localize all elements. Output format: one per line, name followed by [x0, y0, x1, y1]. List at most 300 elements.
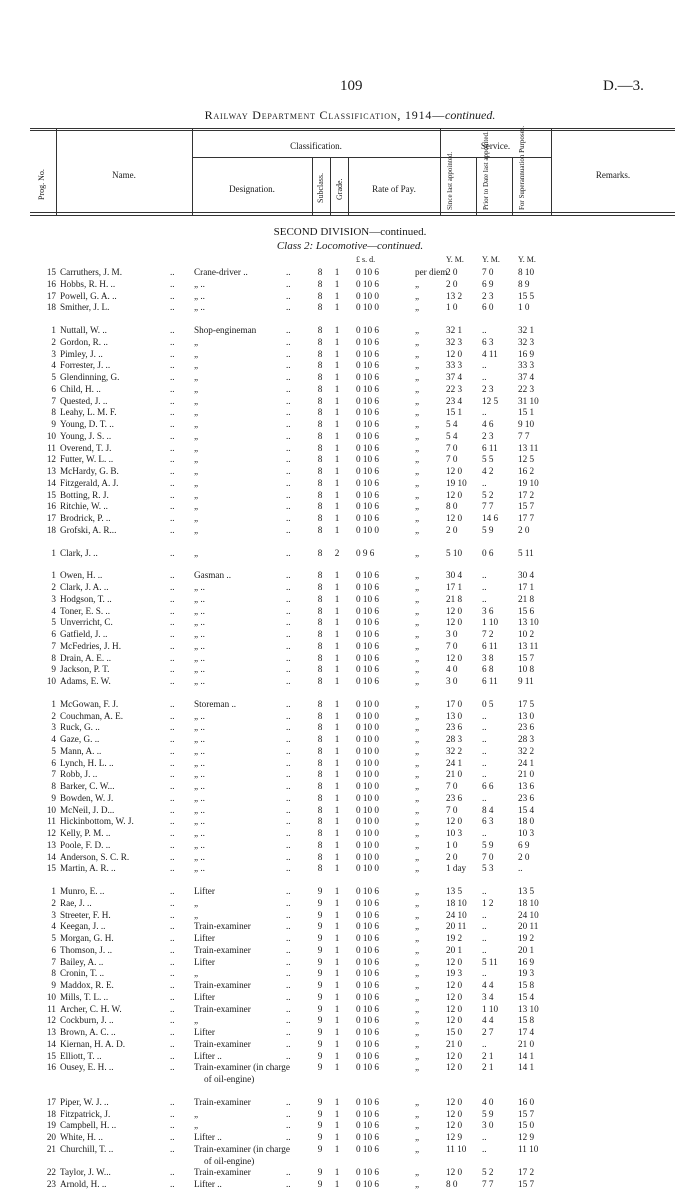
cell-grade: 1	[334, 1108, 340, 1119]
table-row	[0, 698, 700, 710]
cell-since-last: 12 0	[446, 1050, 463, 1061]
cell-leader: ..	[170, 804, 175, 815]
cell-rate-of-pay: 0 10 0	[356, 839, 379, 850]
cell-super-service: 23 6	[518, 722, 535, 733]
cell-designation: „ ..	[194, 816, 205, 827]
cell-super-service: 15 6	[518, 605, 535, 616]
cell-since-last: 20 1	[446, 944, 463, 955]
table-row	[0, 1026, 700, 1038]
cell-rate-of-pay: 0 10 0	[356, 828, 379, 838]
cell-designation: Lifter	[194, 956, 215, 967]
table-row	[0, 675, 700, 687]
cell-name: Archer, C. H. W.	[60, 1003, 122, 1014]
cell-leader: ..	[170, 968, 175, 979]
cell-subclass: 9	[317, 1027, 323, 1037]
cell-subclass: 8	[317, 593, 323, 604]
cell-subclass: 8	[317, 676, 323, 686]
cell-name: Drain, A. E. ..	[60, 652, 112, 663]
cell-leader: ..	[286, 1132, 291, 1142]
cell-prior-service: 12 5	[482, 395, 499, 406]
cell-designation: „ ..	[194, 769, 205, 780]
cell-leader: ..	[170, 944, 175, 955]
cell-prog-no: 3	[51, 722, 56, 733]
cell-name: Poole, F. D. ..	[60, 839, 111, 850]
cell-grade: 1	[334, 792, 340, 803]
cell-leader: ..	[170, 1132, 175, 1142]
cell-rate-of-pay: 0 10 6	[356, 325, 379, 335]
cell-pay-period: „	[415, 336, 420, 347]
cell-designation: „	[194, 372, 199, 382]
cell-leader: ..	[286, 267, 291, 277]
cell-super-service: 15 4	[518, 991, 535, 1002]
cell-since-last: 21 8	[446, 593, 463, 604]
cell-prior-service: ..	[482, 593, 487, 604]
cell-grade: 1	[334, 1038, 340, 1049]
cell-since-last: 12 0	[446, 348, 463, 359]
cell-super-service: 15 7	[518, 652, 535, 663]
cell-subclass: 8	[317, 629, 323, 639]
cell-prior-service: ..	[482, 968, 487, 979]
cell-prog-no: 4	[51, 734, 56, 744]
cell-pay-period: „	[415, 454, 420, 465]
cell-rate-of-pay: 0 10 6	[356, 1038, 379, 1049]
cell-designation: „ ..	[194, 664, 205, 675]
cell-leader: ..	[286, 605, 291, 616]
cell-subclass: 8	[317, 734, 323, 744]
cell-leader: ..	[286, 851, 291, 862]
cell-pay-period: „	[415, 629, 420, 639]
cell-leader: ..	[286, 407, 291, 418]
cell-prior-service: ..	[482, 722, 487, 733]
cell-rate-of-pay: 0 10 6	[356, 336, 379, 347]
cell-leader: ..	[286, 757, 291, 768]
cell-leader: ..	[286, 466, 291, 476]
cell-subclass: 8	[317, 302, 323, 313]
cell-prog-no: 13	[46, 466, 56, 476]
cell-name: Gordon, R. ..	[60, 336, 108, 347]
cell-super-service: 14 1	[518, 1062, 535, 1073]
cell-leader: ..	[170, 839, 175, 850]
cell-since-last: 2 0	[446, 278, 458, 289]
cell-leader: ..	[286, 629, 291, 639]
cell-name: Brown, A. C. ..	[60, 1027, 116, 1037]
cell-since-last: 12 0	[446, 1015, 463, 1026]
cell-name: Barker, C. W...	[60, 781, 115, 791]
cell-subclass: 8	[317, 336, 323, 347]
cell-prior-service: 6 3	[482, 336, 494, 347]
cell-leader: ..	[170, 886, 175, 896]
cell-leader: ..	[170, 593, 175, 604]
cell-leader: ..	[170, 698, 175, 709]
table-row	[0, 512, 700, 524]
table-row	[0, 465, 700, 477]
cell-pay-period: „	[415, 524, 420, 535]
cell-subclass: 9	[317, 1062, 323, 1073]
cell-prior-service: 7 7	[482, 1179, 494, 1189]
cell-prior-service: 8 4	[482, 804, 494, 815]
cell-prog-no: 7	[51, 769, 56, 780]
cell-super-service: 21 0	[518, 769, 535, 780]
cell-prior-service: 1 2	[482, 897, 494, 908]
cell-designation: „ ..	[194, 757, 205, 768]
cell-leader: ..	[286, 863, 291, 874]
cell-subclass: 8	[317, 383, 323, 394]
cell-prior-service: 1 10	[482, 617, 499, 628]
cell-super-service: 17 7	[518, 513, 535, 523]
cell-prog-no: 7	[51, 640, 56, 651]
cell-leader: ..	[170, 605, 175, 616]
cell-leader: ..	[286, 489, 291, 500]
cell-super-service: 30 4	[518, 570, 535, 581]
cell-leader: ..	[170, 980, 175, 990]
cell-prog-no: 18	[46, 1108, 56, 1119]
cell-leader: ..	[286, 582, 291, 592]
cell-pay-period: „	[415, 513, 420, 523]
cell-prog-no: 9	[51, 792, 56, 803]
cell-prior-service: ..	[482, 710, 487, 721]
cell-super-service: 10 2	[518, 629, 535, 639]
cell-prog-no: 18	[46, 524, 56, 535]
cell-grade: 1	[334, 582, 340, 592]
cell-subclass: 8	[317, 547, 323, 558]
cell-prog-no: 14	[46, 1038, 56, 1049]
cell-prior-service: 5 2	[482, 1167, 494, 1178]
cell-name: Streeter, F. H.	[60, 909, 111, 920]
cell-super-service: 13 11	[518, 640, 539, 651]
cell-prog-no: 1	[51, 570, 56, 581]
cell-prior-service: ..	[482, 769, 487, 780]
cell-since-last: 12 0	[446, 1096, 463, 1107]
cell-since-last: 12 0	[446, 980, 463, 990]
cell-super-service: 12 9	[518, 1132, 535, 1142]
header-super: For Superannuation Purposes.	[518, 125, 526, 210]
cell-designation: „	[194, 336, 199, 347]
cell-grade: 1	[334, 419, 340, 429]
cell-since-last: 5 4	[446, 430, 458, 441]
cell-prior-service: ..	[482, 757, 487, 768]
cell-grade: 1	[334, 1143, 340, 1154]
cell-designation: „ ..	[194, 745, 205, 756]
cell-prog-no: 13	[46, 839, 56, 850]
cell-subclass: 9	[317, 933, 323, 943]
cell-name: Churchill, T. ..	[60, 1143, 114, 1154]
cell-since-last: 23 6	[446, 792, 463, 803]
cell-prog-no: 10	[46, 676, 56, 686]
cell-designation: „ ..	[194, 863, 205, 874]
cell-prior-service: 6 3	[482, 816, 494, 827]
cell-rate-of-pay: 0 10 6	[356, 1132, 379, 1142]
cell-prog-no: 6	[51, 629, 56, 639]
cell-leader: ..	[170, 921, 175, 932]
cell-name: Keegan, J. ..	[60, 921, 106, 932]
cell-rate-of-pay: 0 10 6	[356, 582, 379, 592]
table-row	[0, 290, 700, 302]
cell-prior-service: 0 6	[482, 547, 494, 558]
cell-designation: „	[194, 395, 199, 406]
cell-name: Clark, J. ..	[60, 547, 98, 558]
cell-pay-period: „	[415, 1050, 420, 1061]
cell-prog-no: 10	[46, 430, 56, 441]
cell-designation: „ ..	[194, 722, 205, 733]
cell-subclass: 9	[317, 897, 323, 908]
cell-prog-no: 9	[51, 664, 56, 675]
cell-leader: ..	[286, 290, 291, 301]
cell-super-service: 15 7	[518, 501, 535, 512]
cell-super-service: 17 5	[518, 698, 535, 709]
cell-leader: ..	[286, 886, 291, 896]
cell-name: White, H. ..	[60, 1132, 103, 1142]
cell-since-last: 15 0	[446, 1027, 463, 1037]
table-row	[0, 477, 700, 489]
cell-rate-of-pay: 0 10 6	[356, 664, 379, 675]
cell-designation: Train-examiner	[194, 1167, 251, 1178]
cell-designation-cont: of oil-engine)	[204, 1155, 255, 1166]
cell-leader: ..	[286, 956, 291, 967]
table-row	[0, 768, 700, 780]
cell-prior-service: ..	[482, 407, 487, 418]
cell-prog-no: 3	[51, 909, 56, 920]
cell-prog-no: 12	[46, 454, 56, 465]
cell-grade: 1	[334, 513, 340, 523]
cell-grade: 1	[334, 698, 340, 709]
since-units: Y. M.	[446, 255, 464, 264]
cell-name: Nuttall, W. ..	[60, 325, 107, 335]
cell-grade: 1	[334, 442, 340, 453]
cell-pay-period: per diem	[415, 267, 448, 277]
cell-subclass: 8	[317, 792, 323, 803]
table-row	[0, 324, 700, 336]
table-row	[0, 1178, 700, 1190]
cell-since-last: 12 0	[446, 513, 463, 523]
cell-rate-of-pay: 0 10 0	[356, 804, 379, 815]
cell-designation: „ ..	[194, 828, 205, 838]
cell-subclass: 8	[317, 605, 323, 616]
cell-grade: 1	[334, 828, 340, 838]
cell-prior-service: ..	[482, 582, 487, 592]
cell-since-last: 24 10	[446, 909, 467, 920]
cell-subclass: 8	[317, 419, 323, 429]
cell-pay-period: „	[415, 593, 420, 604]
cell-super-service: 8 9	[518, 278, 530, 289]
cell-prior-service: ..	[482, 477, 487, 488]
header-since-last: Since last appointed.	[446, 151, 454, 210]
cell-prog-no: 15	[46, 863, 56, 874]
cell-leader: ..	[286, 325, 291, 335]
table-row	[0, 1108, 700, 1120]
cell-leader: ..	[286, 1120, 291, 1131]
cell-prior-service: 5 2	[482, 489, 494, 500]
table-row	[0, 593, 700, 605]
cell-since-last: 1 day	[446, 863, 467, 874]
cell-name: McFedries, J. H.	[60, 640, 121, 651]
cell-subclass: 8	[317, 466, 323, 476]
table-row	[0, 581, 700, 593]
header-designation: Designation.	[229, 184, 275, 194]
cell-since-last: 37 4	[446, 372, 463, 382]
cell-pay-period: „	[415, 466, 420, 476]
cell-super-service: 2 0	[518, 851, 530, 862]
cell-name: Child, H. ..	[60, 383, 101, 394]
cell-grade: 1	[334, 769, 340, 780]
cell-name: Powell, G. A. ..	[60, 290, 117, 301]
cell-grade: 1	[334, 267, 340, 277]
cell-designation: Lifter ..	[194, 1050, 222, 1061]
cell-since-last: 1 0	[446, 302, 458, 313]
cell-designation: „	[194, 1120, 199, 1131]
cell-designation: Lifter	[194, 1027, 215, 1037]
cell-grade: 1	[334, 395, 340, 406]
cell-pay-period: „	[415, 710, 420, 721]
cell-prior-service: 5 3	[482, 863, 494, 874]
cell-rate-of-pay: 0 10 6	[356, 1050, 379, 1061]
cell-pay-period: „	[415, 1179, 420, 1189]
cell-super-service: 1 0	[518, 302, 530, 313]
cell-pay-period: „	[415, 407, 420, 418]
cell-grade: 1	[334, 336, 340, 347]
table-row	[0, 851, 700, 863]
cell-leader: ..	[286, 1015, 291, 1026]
cell-prog-no: 6	[51, 383, 56, 394]
cell-prog-no: 1	[51, 886, 56, 896]
cell-super-service: 15 0	[518, 1120, 535, 1131]
cell-rate-of-pay: 0 10 6	[356, 278, 379, 289]
cell-super-service: 18 10	[518, 897, 539, 908]
cell-prior-service: ..	[482, 372, 487, 382]
cell-subclass: 8	[317, 698, 323, 709]
cell-name: Thomson, J. ..	[60, 944, 113, 955]
cell-name: Campbell, H. ..	[60, 1120, 117, 1131]
cell-designation: Train-examiner (in charge	[194, 1062, 290, 1073]
cell-leader: ..	[286, 454, 291, 465]
table-row	[0, 616, 700, 628]
cell-prior-service: 7 0	[482, 851, 494, 862]
cell-designation: Train-examiner (in charge	[194, 1143, 290, 1154]
cell-prior-service: 6 9	[482, 278, 494, 289]
cell-subclass: 8	[317, 477, 323, 488]
cell-super-service: 13 5	[518, 886, 535, 896]
cell-super-service: 13 11	[518, 442, 539, 453]
table-row	[0, 1061, 700, 1073]
cell-leader: ..	[286, 419, 291, 429]
cell-pay-period: „	[415, 1003, 420, 1014]
cell-pay-period: „	[415, 640, 420, 651]
cell-grade: 1	[334, 1132, 340, 1142]
cell-prior-service: 2 3	[482, 290, 494, 301]
cell-pay-period: „	[415, 617, 420, 628]
cell-grade: 1	[334, 1167, 340, 1178]
cell-since-last: 2 0	[446, 524, 458, 535]
cell-leader: ..	[286, 909, 291, 920]
cell-leader: ..	[286, 1179, 291, 1189]
cell-leader: ..	[286, 383, 291, 394]
cell-leader: ..	[286, 278, 291, 289]
cell-subclass: 8	[317, 652, 323, 663]
cell-designation: „ ..	[194, 582, 205, 592]
cell-leader: ..	[170, 1096, 175, 1107]
cell-leader: ..	[286, 980, 291, 990]
cell-prog-no: 12	[46, 1015, 56, 1026]
cell-name: Kelly, P. M. ..	[60, 828, 111, 838]
cell-since-last: 2 0	[446, 267, 458, 277]
cell-pay-period: „	[415, 863, 420, 874]
cell-pay-period: „	[415, 302, 420, 313]
cell-subclass: 8	[317, 278, 323, 289]
table-row	[0, 628, 700, 640]
cell-pay-period: „	[415, 605, 420, 616]
table-row	[0, 348, 700, 360]
cell-rate-of-pay: 0 10 6	[356, 886, 379, 896]
cell-rate-of-pay: 0 10 6	[356, 921, 379, 932]
cell-prog-no: 9	[51, 980, 56, 990]
cell-name: Cockburn, J. ..	[60, 1015, 114, 1026]
cell-rate-of-pay: 0 10 0	[356, 816, 379, 827]
cell-rate-of-pay: 0 10 6	[356, 605, 379, 616]
cell-subclass: 8	[317, 442, 323, 453]
table-row	[0, 710, 700, 722]
cell-since-last: 23 4	[446, 395, 463, 406]
cell-grade: 1	[334, 454, 340, 465]
table-row	[0, 804, 700, 816]
table-row	[0, 792, 700, 804]
cell-prog-no: 14	[46, 851, 56, 862]
cell-grade: 1	[334, 956, 340, 967]
cell-pay-period: „	[415, 698, 420, 709]
cell-leader: ..	[286, 501, 291, 512]
cell-leader: ..	[286, 745, 291, 756]
cell-prog-no: 10	[46, 804, 56, 815]
cell-name: Hodgson, T. ..	[60, 593, 112, 604]
cell-prior-service: ..	[482, 921, 487, 932]
header-service: Service.	[480, 141, 511, 151]
cell-leader: ..	[170, 1108, 175, 1119]
cell-designation: „ ..	[194, 593, 205, 604]
cell-subclass: 9	[317, 1132, 323, 1142]
cell-rate-of-pay: 0 10 6	[356, 593, 379, 604]
cell-super-service: 16 0	[518, 1096, 535, 1107]
table-row	[0, 757, 700, 769]
cell-leader: ..	[286, 360, 291, 371]
cell-since-last: 12 0	[446, 816, 463, 827]
cell-since-last: 13 0	[446, 710, 463, 721]
cell-leader: ..	[170, 325, 175, 335]
cell-pay-period: „	[415, 430, 420, 441]
cell-since-last: 22 3	[446, 383, 463, 394]
cell-subclass: 9	[317, 1179, 323, 1189]
cell-designation: „ ..	[194, 617, 205, 628]
cell-since-last: 12 0	[446, 617, 463, 628]
table-row	[0, 885, 700, 897]
cell-leader: ..	[170, 676, 175, 686]
cell-leader: ..	[170, 722, 175, 733]
cell-super-service: 13 10	[518, 1003, 539, 1014]
cell-leader: ..	[170, 430, 175, 441]
cell-leader: ..	[170, 1062, 175, 1073]
cell-pay-period: „	[415, 1132, 420, 1142]
class-heading: Class 2: Locomotive—continued.	[276, 240, 424, 252]
cell-prog-no: 5	[51, 745, 56, 756]
cell-since-last: 12 9	[446, 1132, 463, 1142]
cell-prior-service: ..	[482, 792, 487, 803]
cell-name: Ritchie, W. ..	[60, 501, 108, 512]
cell-rate-of-pay: 0 10 6	[356, 640, 379, 651]
cell-grade: 1	[334, 325, 340, 335]
cell-rate-of-pay: 0 10 6	[356, 513, 379, 523]
cell-prior-service: 3 8	[482, 652, 494, 663]
table-row-continuation	[0, 1155, 700, 1167]
cell-super-service: 17 2	[518, 489, 535, 500]
cell-subclass: 8	[317, 290, 323, 301]
cell-grade: 1	[334, 629, 340, 639]
